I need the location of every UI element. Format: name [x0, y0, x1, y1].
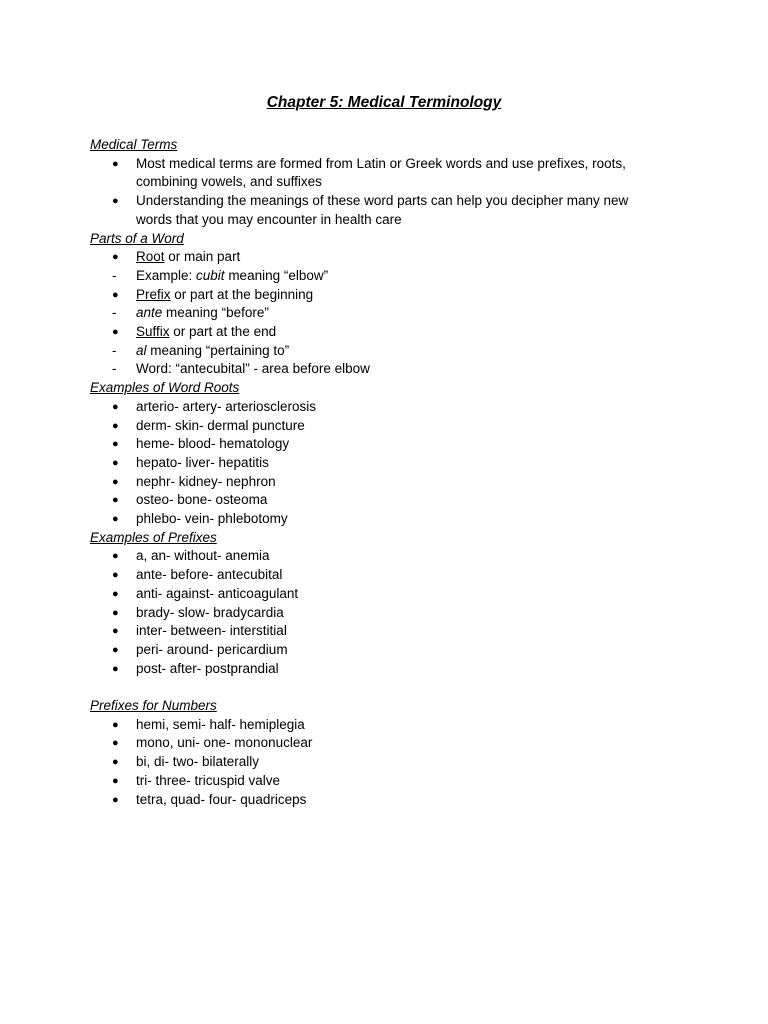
list-item-text: nephr- kidney- nephron	[136, 473, 276, 489]
list-item-text: tri- three- tricuspid valve	[136, 772, 281, 788]
list-item	[90, 791, 650, 810]
list-item	[90, 641, 650, 660]
term-prefix-description: or part at the beginning	[170, 286, 314, 302]
list-item	[90, 734, 650, 753]
list-item	[90, 435, 650, 454]
section-heading-parts-of-word: Parts of a Word	[90, 230, 184, 246]
bullet-icon: ●	[112, 550, 119, 563]
bullet-icon: ●	[112, 251, 119, 264]
list-item	[90, 660, 650, 679]
term-suffix: Suffix	[136, 324, 170, 339]
dash-marker: -	[112, 267, 117, 283]
example-word: al	[136, 342, 147, 358]
bullet-icon: ●	[112, 718, 119, 731]
section-heading-prefixes: Examples of Prefixes	[90, 529, 217, 545]
example-meaning: meaning “elbow”	[224, 267, 329, 283]
list-item-suffix	[90, 323, 650, 342]
section-heading-word-roots: Examples of Word Roots	[90, 380, 240, 396]
bullet-icon: ●	[112, 475, 119, 488]
list-item-text: anti- against- anticoagulant	[136, 585, 299, 601]
example-meaning: meaning “before”	[162, 305, 269, 321]
bullet-icon: ●	[112, 643, 119, 656]
list-item-text: mono, uni- one- mononuclear	[136, 735, 313, 751]
bullet-icon: ●	[112, 606, 119, 619]
bullet-icon: ●	[112, 288, 119, 301]
list-item-text: tetra, quad- four- quadriceps	[136, 791, 307, 807]
bullet-icon: ●	[112, 419, 119, 432]
example-word: cubit	[196, 267, 225, 283]
list-item	[90, 417, 650, 436]
list-item	[90, 473, 650, 492]
document-body	[90, 136, 650, 809]
list-item	[90, 510, 650, 529]
list-item-text: post- after- postprandial	[136, 660, 279, 676]
bullet-icon: ●	[112, 400, 119, 413]
bullet-icon: ●	[112, 157, 119, 170]
bullet-icon: ●	[112, 195, 119, 208]
list-item	[90, 398, 650, 417]
list-item-text: osteo- bone- osteoma	[136, 492, 268, 508]
list-item-text: arterio- artery- arteriosclerosis	[136, 398, 317, 414]
list-item-root	[90, 248, 650, 267]
bullet-icon: ●	[112, 456, 119, 469]
bullet-icon: ●	[112, 737, 119, 750]
example-prefix-text: Example:	[136, 267, 197, 283]
term-root: Root	[136, 249, 165, 265]
list-item	[90, 622, 650, 641]
list-item	[90, 547, 650, 566]
bullet-icon: ●	[112, 513, 119, 526]
bullet-icon: ●	[112, 438, 119, 451]
example-meaning: meaning “pertaining to”	[146, 342, 290, 358]
list-item-text: derm- skin- dermal puncture	[136, 417, 305, 433]
list-item-text: phlebo- vein- phlebotomy	[136, 511, 288, 527]
term-root-description: or main part	[164, 249, 241, 265]
list-item	[90, 585, 650, 604]
example-word: ante	[136, 305, 163, 321]
list-item-text: brady- slow- bradycardia	[136, 604, 284, 620]
bullet-icon: ●	[112, 326, 119, 338]
list-item-text: hemi, semi- half- hemiplegia	[136, 716, 305, 732]
section-heading-number-prefixes: Prefixes for Numbers	[90, 698, 217, 714]
list-item	[90, 753, 650, 772]
list-item	[90, 772, 650, 791]
list-item-text: ante- before- antecubital	[136, 567, 283, 583]
list-item	[90, 192, 650, 229]
dash-marker: -	[112, 305, 117, 321]
list-item	[90, 566, 650, 585]
list-item-text: Word: “antecubital” - area before elbow	[136, 361, 370, 377]
list-item-text: Understanding the meanings of these word parts can help you decipher many new words that you may encounter in health care	[136, 193, 629, 227]
term-prefix: Prefix	[136, 286, 171, 302]
bullet-icon: ●	[112, 662, 119, 675]
list-item-root-example	[90, 267, 650, 286]
bullet-icon: ●	[112, 587, 119, 600]
section-heading-medical-terms: Medical Terms	[90, 137, 178, 152]
bullet-icon: ●	[112, 756, 119, 769]
list-item-text: inter- between- interstitial	[136, 623, 287, 639]
list-item-text: bi, di- two- bilaterally	[136, 754, 260, 770]
list-item-prefix-example	[90, 304, 650, 323]
list-item-text: hepato- liver- hepatitis	[136, 454, 269, 470]
list-item-prefix	[90, 286, 650, 305]
bullet-icon: ●	[112, 793, 119, 806]
bullet-icon: ●	[112, 494, 119, 507]
list-item-text: heme- blood- hematology	[136, 436, 290, 452]
list-item	[90, 155, 650, 192]
list-item-text: a, an- without- anemia	[136, 548, 270, 564]
bullet-icon: ●	[112, 774, 119, 787]
list-item	[90, 716, 650, 735]
list-item	[90, 491, 650, 510]
list-item-text: Most medical terms are formed from Latin or Greek words and use prefixes, roots, combining vowels, and suffixes	[136, 155, 626, 190]
blank-line	[90, 678, 650, 697]
page-title: Chapter 5: Medical Terminology	[266, 94, 502, 111]
bullet-icon: ●	[112, 569, 119, 582]
bullet-icon: ●	[112, 625, 119, 638]
list-item-word-example	[90, 360, 650, 379]
dash-marker: -	[112, 361, 117, 377]
term-suffix-description: or part at the end	[169, 324, 277, 339]
list-item	[90, 454, 650, 473]
list-item-text: peri- around- pericardium	[136, 641, 288, 657]
list-item-suffix-example	[90, 342, 650, 361]
dash-marker: -	[112, 342, 117, 358]
list-item	[90, 604, 650, 623]
